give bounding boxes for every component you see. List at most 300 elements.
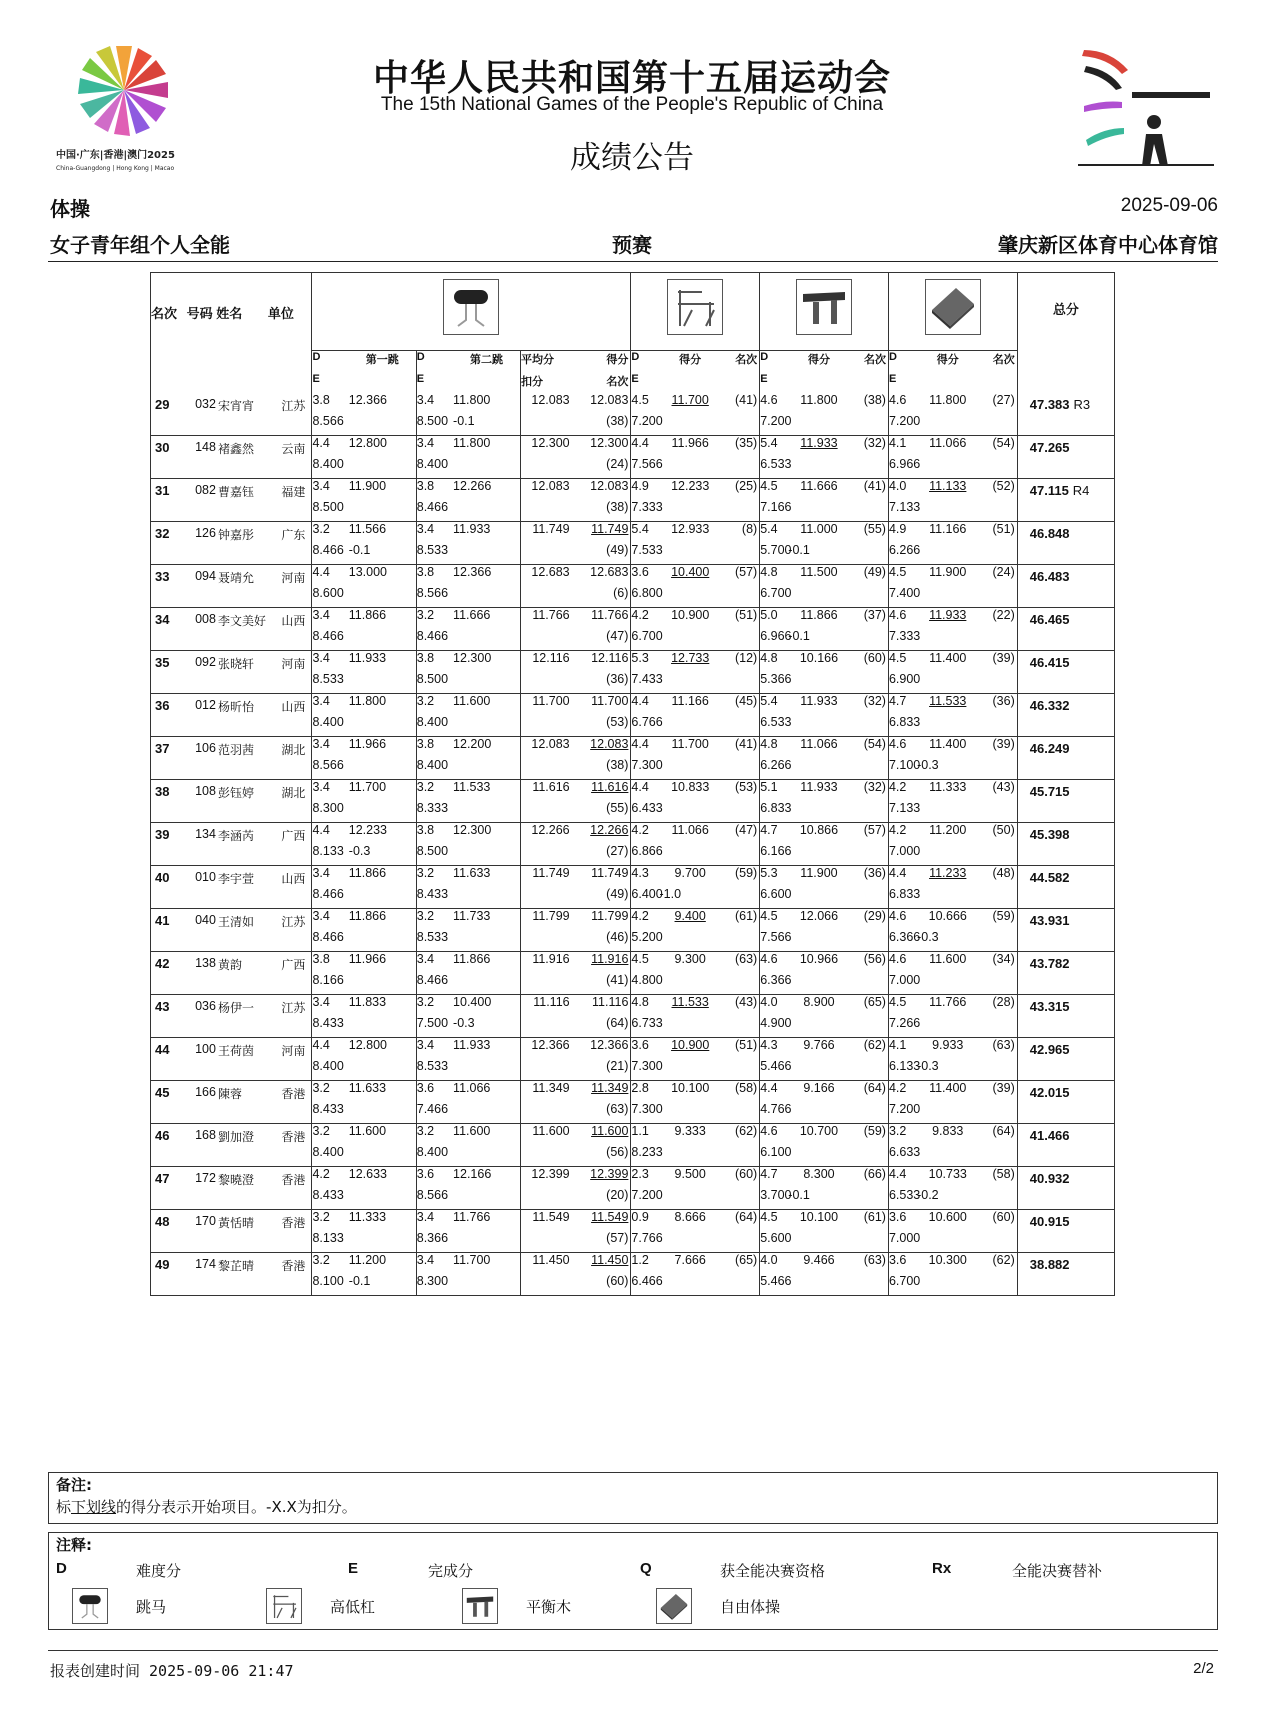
fx-e-cell: 6.833	[888, 715, 917, 737]
bib-cell: 108	[187, 780, 218, 823]
vault2-penalty-cell	[453, 1059, 520, 1081]
ub-blank-cell	[721, 1102, 760, 1124]
fx-penalty-cell	[917, 586, 978, 608]
fx-d-cell: 4.6	[888, 909, 917, 931]
athlete-name-cell: 褚鑫然	[218, 436, 275, 479]
unit-cell: 江苏	[275, 909, 312, 952]
fx-score-cell: 9.933	[932, 1038, 964, 1052]
fx-score-cell: 11.900	[929, 565, 967, 579]
ub-d-cell: 4.9	[631, 479, 660, 501]
vault2-score-cell: 11.666	[453, 608, 491, 622]
vault1-d-cell: 3.4	[312, 694, 349, 716]
vault-rank-cell: (36)	[521, 672, 631, 694]
bb-penalty-cell	[788, 1059, 849, 1081]
bb-penalty-cell	[788, 672, 849, 694]
vault2-e-cell: 8.500	[416, 414, 453, 436]
ub-blank-cell	[721, 801, 760, 823]
fx-penalty-cell	[917, 457, 978, 479]
fx-blank-cell	[978, 1274, 1017, 1296]
fx-penalty-cell	[917, 1231, 978, 1253]
vault-rank-cell: (38)	[521, 414, 631, 436]
ub-blank-cell	[721, 586, 760, 608]
total-score: 46.483	[1029, 569, 1070, 584]
athlete-name-cell: 陳蓉	[218, 1081, 275, 1124]
vault2-d-cell: 3.4	[416, 1038, 453, 1060]
results-table	[150, 272, 1115, 1296]
ub-d-cell: 4.4	[631, 436, 660, 458]
ub-e-cell: 6.466	[631, 1274, 660, 1296]
ub-blank-cell	[721, 457, 760, 479]
vault2-score-cell: 12.300	[453, 823, 492, 837]
event-name: 女子青年组个人全能	[50, 233, 230, 257]
vault2-penalty-cell	[453, 500, 520, 522]
bb-d-cell: 5.4	[760, 694, 789, 716]
vault2-e-cell: 8.366	[416, 1231, 453, 1253]
vault2-score-cell: 11.800	[453, 393, 491, 407]
vault-rank-cell: (38)	[521, 500, 631, 522]
vault-second-header: 第二跳	[453, 351, 520, 374]
bb-rank-cell: (32)	[863, 694, 886, 708]
ub-rank-cell: (61)	[734, 909, 758, 923]
vault2-score-cell: 11.700	[453, 1253, 491, 1267]
vault-rank-cell: (6)	[521, 586, 631, 608]
vault1-score-cell: 11.333	[348, 1210, 387, 1224]
bb-blank-cell	[850, 715, 889, 737]
vault1-penalty-cell	[349, 1016, 416, 1038]
total-score: 44.582	[1029, 870, 1070, 885]
col-header-total: 总分	[1017, 273, 1114, 394]
vault1-e-cell: 8.400	[312, 1059, 349, 1081]
header-row	[151, 273, 1115, 351]
rank-cell: 49	[151, 1253, 188, 1296]
fx-e-cell: 7.000	[888, 844, 917, 866]
vault2-d-cell: 3.6	[416, 1081, 453, 1103]
ub-score-cell: 9.333	[674, 1124, 706, 1138]
ub-rank-cell: (53)	[734, 780, 758, 794]
bb-blank-cell	[850, 500, 889, 522]
vault1-d-cell: 3.4	[312, 479, 349, 501]
fx-score-cell: 11.766	[929, 995, 967, 1009]
bb-rank-cell: (60)	[863, 651, 886, 665]
fx-e-cell: 7.400	[888, 586, 917, 608]
games-title-en: The 15th National Games of the People's Republic of China	[380, 94, 884, 115]
legend-value-rx: 全能决赛替补	[1012, 1562, 1103, 1580]
vault-score-cell: 12.300	[590, 436, 629, 450]
vault2-score-cell: 11.600	[453, 694, 491, 708]
fx-penalty-cell	[917, 887, 978, 909]
bib-cell: 168	[187, 1124, 218, 1167]
bib-cell: 172	[187, 1167, 218, 1210]
bb-penalty-cell	[788, 973, 849, 995]
bb-d-cell: 5.0	[760, 608, 789, 630]
bb-d-cell: 4.8	[760, 737, 789, 759]
fx-d-cell: 4.6	[888, 393, 917, 414]
bb-blank-cell	[850, 1016, 889, 1038]
ub-e-cell: 7.300	[631, 1059, 660, 1081]
ub-blank-cell	[721, 1145, 760, 1167]
bib-cell: 126	[187, 522, 218, 565]
fx-score-cell: 10.666	[928, 909, 967, 923]
bb-score-cell: 11.000	[800, 522, 838, 536]
ub-d-cell: 1.1	[631, 1124, 660, 1146]
vault1-penalty-cell	[349, 1102, 416, 1124]
ub-rank-cell: (51)	[734, 1038, 758, 1052]
vault1-score-cell: 11.866	[348, 866, 387, 880]
ub-d-cell: 2.8	[631, 1081, 660, 1103]
vault-score-cell: 12.266	[590, 823, 629, 837]
vault1-d-cell: 3.8	[312, 393, 349, 414]
vault1-penalty-cell	[349, 1145, 416, 1167]
ub-score-cell: 9.300	[674, 952, 706, 966]
bib-cell: 012	[187, 694, 218, 737]
competition-phase: 预赛	[612, 233, 652, 257]
unit-cell: 湖北	[275, 780, 312, 823]
vault2-d-cell: 3.8	[416, 651, 453, 673]
unit-cell: 广西	[275, 823, 312, 866]
vault-rank-cell: (38)	[521, 758, 631, 780]
total-score-cell	[1017, 565, 1114, 608]
bb-penalty-cell	[788, 887, 849, 909]
bb-rank-cell: (66)	[863, 1167, 886, 1181]
bb-rank-cell: (62)	[863, 1038, 886, 1052]
vault2-penalty-cell	[453, 715, 520, 737]
vault2-score-cell: 12.166	[453, 1167, 492, 1181]
vault2-score-cell: 11.633	[453, 866, 491, 880]
ub-e-cell: 7.433	[631, 672, 660, 694]
ub-penalty-cell	[660, 1231, 721, 1253]
vault1-score-cell: 11.966	[348, 737, 387, 751]
ub-d-cell: 4.2	[631, 608, 660, 630]
fx-rank-cell: (62)	[992, 1253, 1015, 1267]
fx-e-cell: 6.133	[888, 1059, 917, 1081]
vault1-d-cell: 3.2	[312, 1210, 349, 1232]
bib-cell: 036	[187, 995, 218, 1038]
rank-cell: 29	[151, 393, 188, 436]
ub-e-cell: 6.800	[631, 586, 660, 608]
ub-score-cell: 11.066	[671, 823, 709, 837]
vault-score-cell: 11.349	[591, 1081, 629, 1095]
vault2-penalty-cell	[453, 1188, 520, 1210]
vault2-penalty-cell	[453, 586, 520, 608]
fx-penalty-cell: -0.3	[917, 758, 978, 780]
vault-rank-cell: (60)	[521, 1274, 631, 1296]
vault2-score-cell: 11.933	[453, 522, 491, 536]
bb-score-cell: 11.800	[800, 393, 838, 407]
total-score: 47.265	[1029, 440, 1070, 455]
bb-blank-cell	[850, 672, 889, 694]
fx-score-cell: 11.800	[929, 393, 967, 407]
fx-blank-cell	[978, 672, 1017, 694]
total-score: 46.848	[1029, 526, 1070, 541]
fx-score-cell: 10.300	[928, 1253, 967, 1267]
bib-cell: 106	[187, 737, 218, 780]
vault1-e-cell: 8.500	[312, 500, 349, 522]
vault1-e-cell: 8.400	[312, 715, 349, 737]
vault2-penalty-cell	[453, 543, 520, 565]
notes-text-post: 的得分表示开始项目。-X.X为扣分。	[116, 1498, 357, 1516]
bib-cell: 082	[187, 479, 218, 522]
bb-penalty-cell	[788, 758, 849, 780]
vault2-penalty-cell	[453, 457, 520, 479]
vault1-penalty-cell	[349, 887, 416, 909]
vault1-e-cell: 8.133	[312, 844, 349, 866]
vault1-penalty-cell	[349, 629, 416, 651]
bb-blank-cell	[850, 1188, 889, 1210]
athlete-name-cell: 黎芷晴	[218, 1253, 275, 1296]
total-score-cell	[1017, 1167, 1114, 1210]
bb-d-cell: 5.1	[760, 780, 789, 802]
bib-cell: 094	[187, 565, 218, 608]
vault1-d-cell: 3.4	[312, 909, 349, 931]
unit-cell: 江苏	[275, 393, 312, 436]
vault2-e-cell: 8.400	[416, 1145, 453, 1167]
ub-rank-cell: (25)	[734, 479, 758, 493]
bb-rank-cell: (61)	[863, 1210, 886, 1224]
bb-blank-cell	[850, 1274, 889, 1296]
vault2-score-cell: 12.366	[453, 565, 492, 579]
bb-rank-cell: (57)	[863, 823, 886, 837]
table-row	[151, 909, 1115, 931]
vault1-score-cell: 11.833	[348, 995, 387, 1009]
fx-score-cell: 11.400	[929, 1081, 967, 1095]
fx-d-cell: 4.6	[888, 737, 917, 759]
bb-blank-cell	[850, 586, 889, 608]
unit-cell: 山西	[275, 866, 312, 909]
legend-beam-label: 平衡木	[526, 1598, 572, 1616]
bb-rank-cell: (38)	[863, 393, 886, 407]
report-title: 成绩公告	[570, 140, 694, 176]
fx-d-cell: 4.2	[888, 1081, 917, 1103]
vault-first-header: 第一跳	[349, 351, 416, 374]
vault-avg-cell: 11.616	[521, 780, 572, 802]
vault2-d-cell: 3.4	[416, 952, 453, 974]
rank-cell: 38	[151, 780, 188, 823]
ub-penalty-cell	[660, 543, 721, 565]
total-score: 41.466	[1029, 1128, 1070, 1143]
vault2-e-cell: 8.466	[416, 629, 453, 651]
games-title-cn: 中华人民共和国第十五届运动会	[372, 58, 891, 99]
total-score: 47.115	[1029, 483, 1069, 498]
header-divider	[48, 261, 1218, 262]
vault-rank-cell: (49)	[521, 887, 631, 909]
ub-penalty-cell	[660, 844, 721, 866]
gymnastics-pictogram-icon	[1070, 40, 1220, 170]
vault2-e-cell: 8.500	[416, 844, 453, 866]
bb-penalty-cell: -0.1	[788, 1188, 849, 1210]
ub-score-cell: 9.700	[674, 866, 706, 880]
bb-blank-cell	[850, 844, 889, 866]
vault1-penalty-cell	[349, 1059, 416, 1081]
fx-blank-cell	[978, 1231, 1017, 1253]
vault-rank-cell: (63)	[521, 1102, 631, 1124]
ub-score-cell: 11.533	[671, 995, 709, 1009]
fx-score-cell: 11.200	[929, 823, 967, 837]
rank-cell: 34	[151, 608, 188, 651]
ub-d-cell: 5.3	[631, 651, 660, 673]
vault2-penalty-cell	[453, 973, 520, 995]
ub-rank-cell: (35)	[734, 436, 758, 450]
fx-blank-cell	[978, 457, 1017, 479]
total-score-cell	[1017, 823, 1114, 866]
total-score-cell	[1017, 737, 1114, 780]
vault1-d-cell: 3.2	[312, 1124, 349, 1146]
table-row	[151, 1038, 1115, 1060]
vault1-d-cell: 3.4	[312, 780, 349, 802]
ub-blank-cell	[721, 930, 760, 952]
vault1-score-cell: 12.633	[348, 1167, 388, 1181]
bb-e-cell: 6.966	[760, 629, 789, 651]
vault2-score-cell: 12.200	[453, 737, 492, 751]
fx-blank-cell	[978, 1188, 1017, 1210]
bb-d-cell: 4.4	[760, 1081, 789, 1103]
vault1-score-cell: 11.933	[348, 651, 387, 665]
fx-e-cell: 7.266	[888, 1016, 917, 1038]
bb-rank-cell: (63)	[863, 1253, 886, 1267]
ub-e-cell: 7.766	[631, 1231, 660, 1253]
total-score: 42.965	[1029, 1042, 1070, 1057]
vault1-penalty-cell	[349, 715, 416, 737]
fx-e-cell: 6.266	[888, 543, 917, 565]
ub-d-cell: 4.4	[631, 737, 660, 759]
ub-e-cell: 6.733	[631, 1016, 660, 1038]
vault1-e-cell: 8.400	[312, 1145, 349, 1167]
ub-rank-cell: (41)	[734, 737, 758, 751]
fx-penalty-cell	[917, 715, 978, 737]
vault1-score-cell: 11.866	[348, 608, 387, 622]
athlete-name-cell: 黃恬晴	[218, 1210, 275, 1253]
fx-blank-cell	[978, 629, 1017, 651]
total-score-cell	[1017, 1253, 1114, 1296]
ub-e-cell: 6.433	[631, 801, 660, 823]
ub-d-cell: 4.2	[631, 909, 660, 931]
bb-penalty-cell	[788, 930, 849, 952]
ub-penalty-cell	[660, 715, 721, 737]
total-score-cell	[1017, 995, 1114, 1038]
fx-d-cell: 4.1	[888, 1038, 917, 1060]
vault-score-cell: 11.450	[591, 1253, 629, 1267]
vault1-score-cell: 11.800	[348, 694, 387, 708]
report-created-time: 报表创建时间 2025-09-06 21:47	[50, 1662, 294, 1680]
fx-d-cell: 4.0	[888, 479, 917, 501]
fx-d-cell: 3.2	[888, 1124, 917, 1146]
vault2-score-cell: 11.600	[453, 1124, 491, 1138]
vault2-e-cell: 8.333	[416, 801, 453, 823]
bib-cell: 008	[187, 608, 218, 651]
unit-cell: 香港	[275, 1167, 312, 1210]
unit-cell: 广西	[275, 952, 312, 995]
page-number: 2/2	[1193, 1660, 1214, 1677]
ub-score-cell: 10.400	[671, 565, 710, 579]
vault2-d-cell: 3.6	[416, 1167, 453, 1189]
ub-score-cell: 8.666	[674, 1210, 706, 1224]
bb-score-cell: 10.866	[799, 823, 839, 837]
bb-score-cell: 11.500	[800, 565, 838, 579]
vault2-score-cell: 11.866	[453, 952, 491, 966]
athlete-name-cell: 黎曉澄	[218, 1167, 275, 1210]
vault1-score-cell: 12.800	[348, 436, 388, 450]
bb-rank-cell: (41)	[863, 479, 886, 493]
bb-blank-cell	[850, 1059, 889, 1081]
bb-blank-cell	[850, 1231, 889, 1253]
total-score: 47.383	[1029, 397, 1070, 412]
balance-beam-icon	[796, 279, 852, 335]
vault-avg-cell: 12.266	[521, 823, 572, 845]
bib-cell: 138	[187, 952, 218, 995]
bb-penalty-cell	[788, 586, 849, 608]
fx-rank-cell: (54)	[992, 436, 1015, 450]
ub-score-cell: 7.666	[674, 1253, 706, 1267]
ub-penalty-cell	[660, 930, 721, 952]
vault2-e-cell: 8.433	[416, 887, 453, 909]
vault1-d-cell: 4.4	[312, 436, 349, 458]
fx-blank-cell	[978, 500, 1017, 522]
vault-score-cell: 12.366	[590, 1038, 629, 1052]
vault1-penalty-cell	[349, 414, 416, 436]
fx-rank-cell: (52)	[992, 479, 1015, 493]
fx-d-cell: 4.6	[888, 608, 917, 630]
ub-d-cell: 5.4	[631, 522, 660, 544]
vault2-e-cell: 8.533	[416, 930, 453, 952]
fx-penalty-cell: -0.3	[917, 1059, 978, 1081]
legend-vault-label: 跳马	[136, 1598, 167, 1616]
table-row	[151, 1167, 1115, 1189]
reserve-note: R4	[1072, 483, 1090, 498]
fx-rank-cell: (39)	[992, 737, 1015, 751]
floor-exercise-icon	[925, 279, 981, 335]
bb-rank-cell: (29)	[863, 909, 886, 923]
athlete-name-cell: 杨伊一	[218, 995, 275, 1038]
vault-score-cell: 11.116	[592, 995, 629, 1009]
fx-e-cell: 7.200	[888, 414, 917, 436]
bb-e-cell: 6.100	[760, 1145, 789, 1167]
vault2-e-cell: 8.466	[416, 973, 453, 995]
ub-e-cell: 6.700	[631, 629, 660, 651]
fx-score-cell: 11.133	[929, 479, 967, 493]
ub-d-cell: 4.5	[631, 393, 660, 414]
legend-title: 注释:	[56, 1536, 92, 1554]
fx-score-cell: 10.733	[928, 1167, 967, 1181]
vault2-d-cell: 3.8	[416, 823, 453, 845]
vault1-penalty-cell	[349, 1231, 416, 1253]
vault-score-cell: 11.799	[591, 909, 629, 923]
fx-e-cell: 6.900	[888, 672, 917, 694]
fx-e-cell: 7.000	[888, 973, 917, 995]
vault2-d-cell: 3.2	[416, 866, 453, 888]
rank-cell: 43	[151, 995, 188, 1038]
legend-key-e: E	[348, 1560, 359, 1577]
bb-score-cell: 9.466	[803, 1253, 835, 1267]
notes-text	[56, 1496, 357, 1517]
vault1-e-cell: 8.433	[312, 1188, 349, 1210]
vault-e-header: E	[312, 373, 349, 393]
vault2-e-cell: 8.566	[416, 1188, 453, 1210]
bb-score-cell: 11.666	[800, 479, 838, 493]
legend-value-d: 难度分	[136, 1562, 182, 1580]
vault2-e-cell: 8.566	[416, 586, 453, 608]
vault-avg-cell: 11.916	[521, 952, 572, 974]
bb-score-cell: 10.166	[799, 651, 839, 665]
bb-e-cell: 6.366	[760, 973, 789, 995]
fx-score-cell: 11.933	[929, 608, 967, 622]
vault2-d-cell: 3.2	[416, 694, 453, 716]
vault1-score-cell: 11.200	[348, 1253, 387, 1267]
fx-d-cell: 4.2	[888, 823, 917, 845]
vault1-score-cell: 12.366	[348, 393, 388, 407]
bb-d-cell: 4.5	[760, 479, 789, 501]
vault1-e-cell: 8.433	[312, 1016, 349, 1038]
vault2-e-cell: 8.533	[416, 543, 453, 565]
bb-score-cell: 10.700	[799, 1124, 839, 1138]
